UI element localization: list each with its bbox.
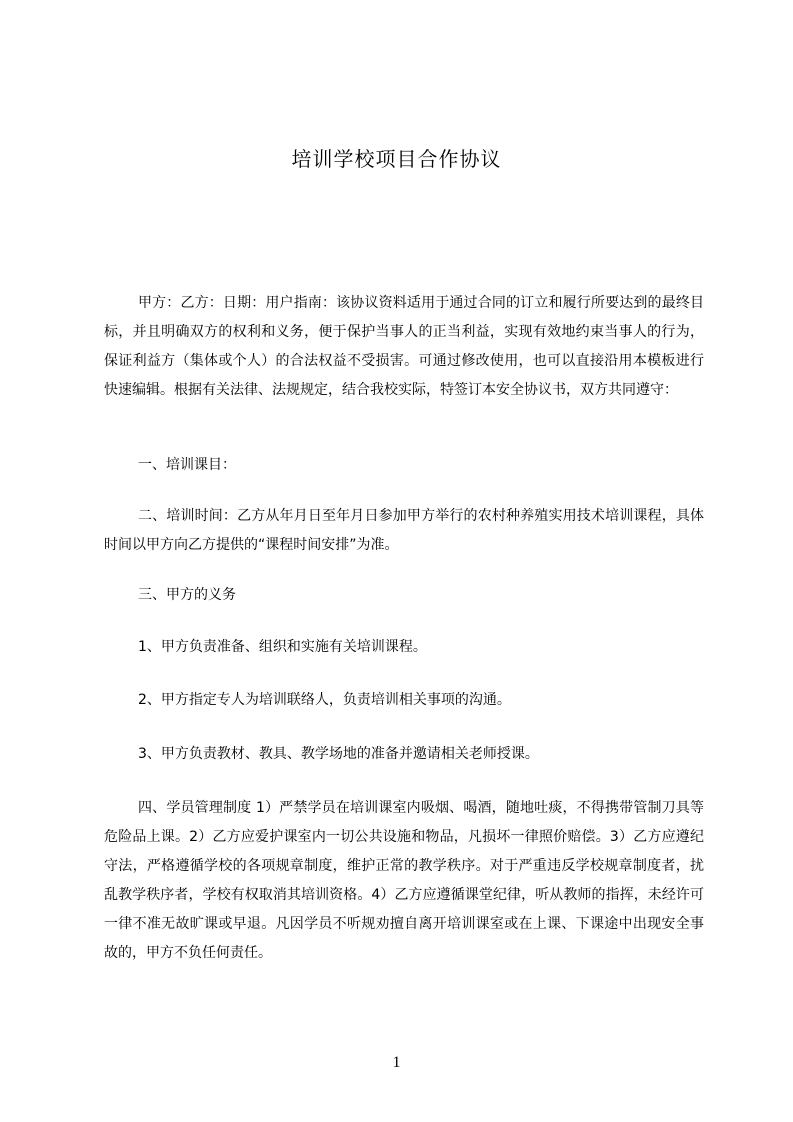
- page-number: 1: [392, 1054, 401, 1071]
- document-title: 培训学校项目合作协议: [291, 147, 502, 171]
- obligation-item-2: 2、甲方指定专人为培训联络人，负责培训相关事项的沟通。: [138, 692, 511, 708]
- intro-paragraph: 甲方：乙方：日期：用户指南：该协议资料适用于通过合同的订立和履行所要达到的最终目标，并且明确双方的权利和义务，便于保护当事人的正当利益，实现有效地约束当事人的行为，保证利益方（集体或个人）的合法权益不受损害。可通过修改使用，也可以直接沿用本模板进行快速编辑。根据有关法律、法规规定，结合我校实际，特签订本安全协议书，双方共同遵守：: [104, 295, 704, 398]
- section-party-a-obligations: 三、甲方的义务: [138, 587, 236, 603]
- obligation-item-1: 1、甲方负责准备、组织和实施有关培训课程。: [138, 639, 427, 655]
- section-training-subjects: 一、培训课目：: [138, 457, 236, 473]
- section-training-time: 二、培训时间：乙方从年月日至年月日参加甲方举行的农村种养殖实用技术培训课程，具体时间以甲方向乙方提供的“课程时间安排”为准。: [104, 508, 704, 553]
- obligation-item-3: 3、甲方负责教材、教具、教学场地的准备并邀请相关老师授课。: [138, 746, 539, 762]
- section-student-management: 四、学员管理制度 1）严禁学员在培训课室内吸烟、喝酒，随地吐痰，不得携带管制刀具等危险品上课。2）乙方应爱护课室内一切公共设施和物品，凡损坏一律照价赔偿。3）乙方应遵纪守法，严格遵循学校的各项规章制度，维护正常的教学秩序。对于严重违反学校规章制度者，扰乱教学秩序者，学校有权取消其培训资格。4）乙方应遵循课堂纪律，听从教师的指挥，未经许可一律不准无故旷课或早退。凡因学员不听规劝擅自离开培训课室或在上课、下课途中出现安全事故的，甲方不负任何责任。: [104, 800, 704, 961]
